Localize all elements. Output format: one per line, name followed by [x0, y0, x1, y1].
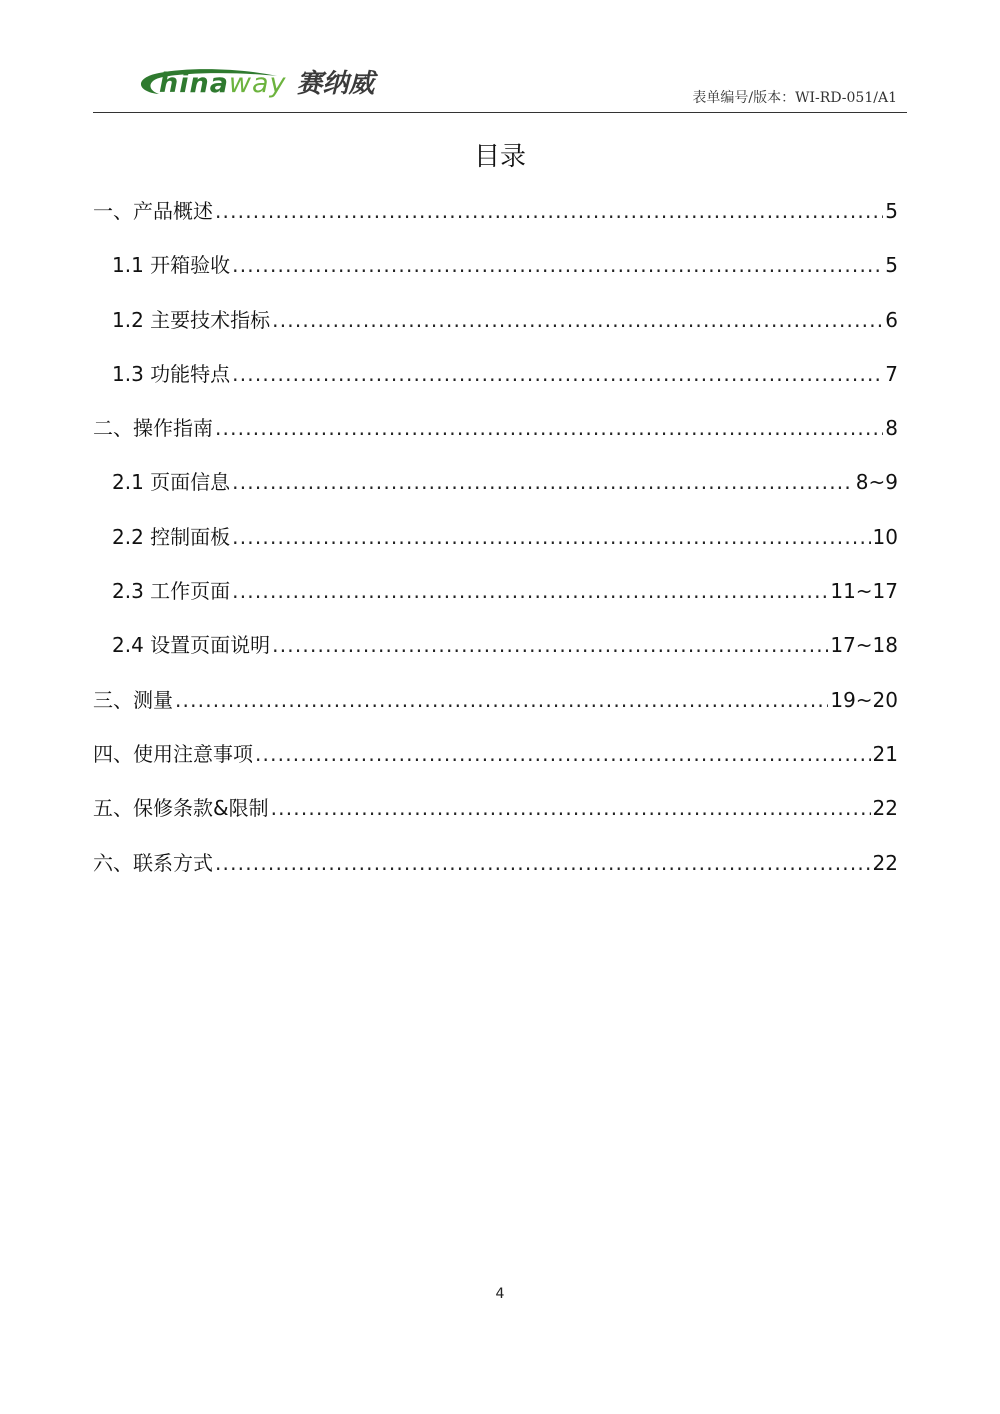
toc-leader-dots [232, 362, 883, 386]
toc-entry-label: 1.2 主要技术指标 [112, 307, 271, 332]
toc-entry-label: 三、测量 [93, 687, 173, 712]
toc-entry[interactable] [93, 792, 898, 846]
logo-chinese-text: 赛纳威 [296, 69, 375, 99]
toc-entry-page: 8~9 [855, 470, 898, 495]
toc-entry[interactable] [93, 629, 898, 683]
toc-entry-page: 19~20 [830, 687, 898, 712]
toc-leader-dots [215, 416, 883, 440]
toc-entry[interactable] [93, 466, 898, 520]
toc-leader-dots [272, 633, 828, 657]
toc-entry[interactable] [93, 195, 898, 249]
toc-entry-page: 22 [872, 796, 898, 821]
toc-entry[interactable] [93, 412, 898, 466]
toc-entry[interactable] [93, 738, 898, 792]
toc-entry-page: 21 [872, 741, 898, 766]
table-of-contents [93, 195, 898, 901]
toc-leader-dots [232, 579, 828, 603]
toc-entry-page: 7 [885, 361, 898, 386]
toc-leader-dots [175, 688, 828, 712]
page-header [93, 60, 907, 113]
form-number: 表单编号/版本：WI-RD-051/A1 [692, 90, 897, 106]
company-logo [133, 62, 375, 102]
toc-entry-label: 2.1 页面信息 [112, 470, 231, 495]
toc-entry-page: 8 [885, 416, 898, 441]
toc-entry[interactable] [93, 684, 898, 738]
toc-entry-label: 1.1 开箱验收 [112, 253, 231, 278]
toc-entry-label: 一、产品概述 [93, 199, 213, 223]
toc-entry-label: 二、操作指南 [93, 416, 213, 441]
toc-entry[interactable] [93, 521, 898, 575]
toc-entry-label: 六、联系方式 [93, 850, 213, 875]
toc-title: 目录 [473, 142, 526, 172]
toc-leader-dots [215, 199, 883, 223]
toc-entry[interactable] [93, 358, 898, 412]
toc-leader-dots [255, 742, 871, 766]
toc-entry[interactable] [93, 847, 898, 901]
toc-entry-label: 四、使用注意事项 [93, 741, 253, 766]
toc-entry-label: 五、保修条款&限制 [93, 796, 269, 821]
toc-leader-dots [215, 851, 871, 875]
toc-leader-dots [232, 525, 870, 549]
toc-entry-page: 5 [885, 253, 898, 278]
toc-entry-page: 17~18 [830, 633, 898, 658]
toc-entry-label: 2.4 设置页面说明 [112, 633, 271, 658]
toc-entry-page: 11~17 [830, 579, 898, 604]
toc-entry-label: 2.3 工作页面 [112, 579, 231, 604]
toc-entry-page: 22 [872, 850, 898, 875]
toc-entry[interactable] [93, 575, 898, 629]
logo-latin-text: hinaway [159, 68, 287, 99]
toc-entry[interactable] [93, 304, 898, 358]
toc-entry-page: 6 [885, 307, 898, 332]
toc-entry[interactable] [93, 249, 898, 303]
toc-entry-label: 1.3 功能特点 [112, 361, 231, 386]
toc-leader-dots [232, 253, 883, 277]
toc-entry-label: 2.2 控制面板 [112, 524, 231, 549]
toc-leader-dots [232, 470, 854, 494]
toc-entry-page: 10 [872, 524, 898, 549]
page-number: 4 [495, 1286, 505, 1302]
toc-entry-page: 5 [885, 199, 898, 223]
toc-leader-dots [271, 796, 871, 820]
toc-leader-dots [272, 308, 883, 332]
